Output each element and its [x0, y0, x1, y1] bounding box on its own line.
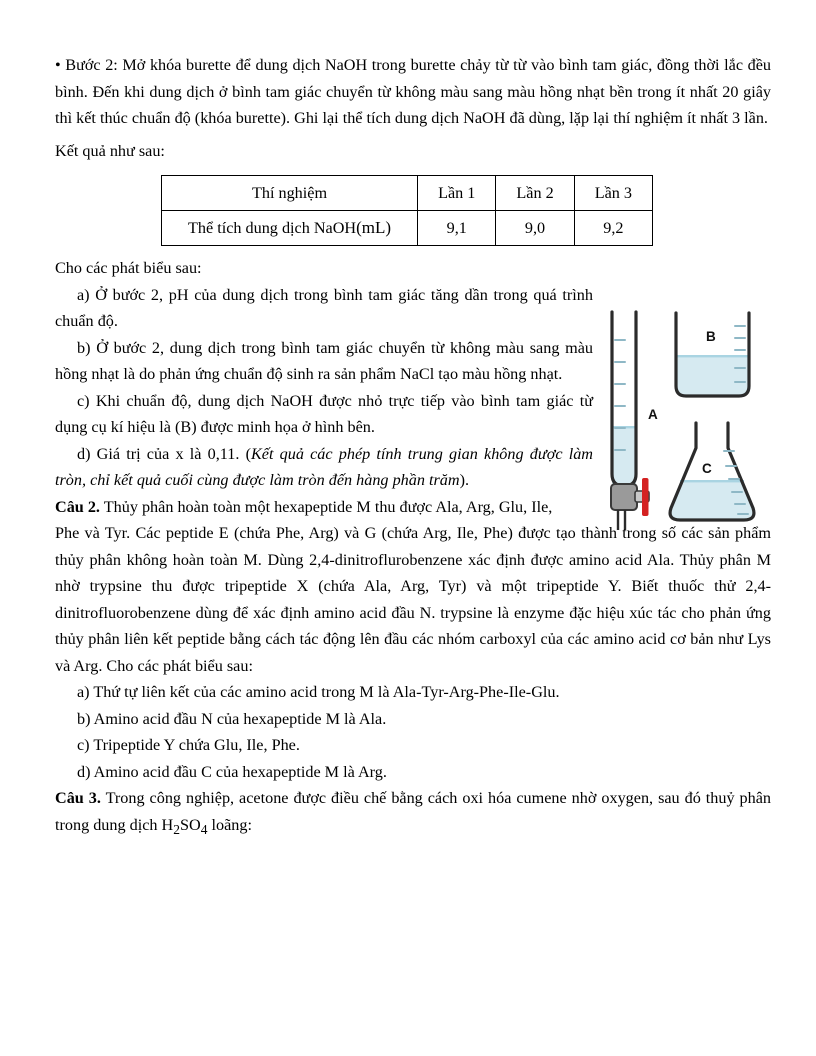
table-cell-value-3: 9,2 — [574, 211, 652, 246]
results-table-wrap — [55, 175, 771, 246]
cau3-subscript-2: 2 — [173, 821, 180, 837]
table-header-trial-2: Lần 2 — [496, 176, 574, 211]
statements-intro: Cho các phát biểu sau: — [55, 259, 202, 277]
table-row — [161, 211, 652, 246]
cau2-statement-b: b) Amino acid đầu N của hexapeptide M là Ala. — [77, 709, 387, 728]
cau3-text-before: Trong công nghiệp, acetone được điều chế bằng cách oxi hóa cumene nhờ oxygen, sau đó thuỷ phân trong dung dịch H — [55, 789, 771, 834]
statement-d-normal: d) Giá trị của x là 0,11. ( — [77, 444, 251, 463]
results-intro: Kết quả như sau: — [55, 141, 165, 160]
flask-label: C — [702, 461, 712, 476]
cau1-statement-c: c) Khi chuẩn độ, dung dịch NaOH được nhỏ trực tiếp vào bình tam giác từ dụng cụ kí hiệu là (B) được minh họa ở hình bên. — [55, 391, 593, 436]
step2-text: Bước 2: Mở khóa burette để dung dịch NaOH trong burette chảy từ từ vào bình tam giác, đồng thời lắc đều bình. Đến khi dung dịch ở bình tam giác chuyển từ không màu sang màu hồng nhạt bền trong ít nhất 20 giây thì kết thúc chuẩn độ (khóa burette). Ghi lại thể tích dung dịch NaOH đã dùng, lặp lại thí nghiệm ít nhất 3 lần. — [55, 56, 772, 127]
beaker-label: B — [706, 329, 716, 344]
table-header-row — [161, 176, 652, 211]
table-cell-value-2: 9,0 — [496, 211, 574, 246]
cau2-first-line — [55, 494, 575, 521]
cau2-body: Phe và Tyr. Các peptide E (chứa Phe, Arg) và G (chứa Arg, Ile, Phe) được tạo thành trong số các sản phẩm thủy phân không hoàn toàn M. Dùng 2,4-dinitroflurobenzene xác định được amino acid Ala. Thủy phân M nhờ trypsine thu được tripeptide X (chứa Ala, Arg, Tyr) và một tripeptide Y. Biết thuốc thử 2,4-dinitrofluorobenzene dùng để xác định amino acid đầu N. trypsine là enzyme đặc hiệu xúc tác cho phản ứng thủy phân liên kết peptide bằng cách tác động lên đầu các nhóm carboxyl của các amino acid cơ bản như Lys và Arg. Cho các phát biểu sau: — [55, 524, 771, 675]
bullet-marker: • — [55, 56, 61, 74]
cau1-statement-d — [55, 441, 593, 494]
cau3-paragraph — [55, 785, 771, 843]
burette-label: A — [648, 407, 658, 422]
cau2-line1: Thủy phân hoàn toàn một hexapeptide M thu được Ala, Arg, Glu, Ile, — [99, 497, 553, 516]
cau1-statement-a: a) Ở bước 2, pH của dung dịch trong bình tam giác tăng dần trong quá trình chuẩn độ. — [55, 285, 593, 330]
statement-d-tail: ). — [459, 471, 470, 489]
cau3-subscript-4: 4 — [200, 821, 208, 837]
row-label-text: Thể tích dung dịch NaOH — [187, 219, 357, 237]
cau1-statement-b: b) Ở bước 2, dung dịch trong bình tam giác chuyển từ không màu sang màu hồng nhạt là do phản ứng chuẩn độ sinh ra sản phẩm NaCl tạo màu hồng nhạt. — [55, 338, 593, 383]
table-header-trial-1: Lần 1 — [418, 176, 496, 211]
table-cell-value-1: 9,1 — [418, 211, 496, 246]
results-table — [161, 175, 653, 246]
cau2-statement-d: d) Amino acid đầu C của hexapeptide M là Arg. — [77, 762, 387, 781]
cau2-label: Câu 2. — [55, 497, 100, 516]
document-body — [55, 52, 771, 843]
table-header-trial-3: Lần 3 — [574, 176, 652, 211]
statement-d-italic: Kết quả các phép tính trung gian không được làm tròn, chỉ kết quả cuối cùng được làm tròn đến hàng phần trăm — [55, 444, 593, 489]
cau3-mid: SO — [180, 815, 201, 834]
cau3-text-after: loãng: — [207, 815, 252, 834]
cau2-statement-a: a) Thứ tự liên kết của các amino acid trong M là Ala-Tyr-Arg-Phe-Ile-Glu. — [77, 683, 560, 701]
table-cell-row-label — [161, 211, 417, 246]
step2-paragraph — [55, 52, 771, 132]
cau2-statement-c: c) Tripeptide Y chứa Glu, Ile, Phe. — [77, 736, 300, 754]
table-header-experiment: Thí nghiệm — [161, 176, 417, 211]
cau3-label: Câu 3. — [55, 789, 101, 807]
row-label-unit: (mL) — [356, 218, 392, 237]
